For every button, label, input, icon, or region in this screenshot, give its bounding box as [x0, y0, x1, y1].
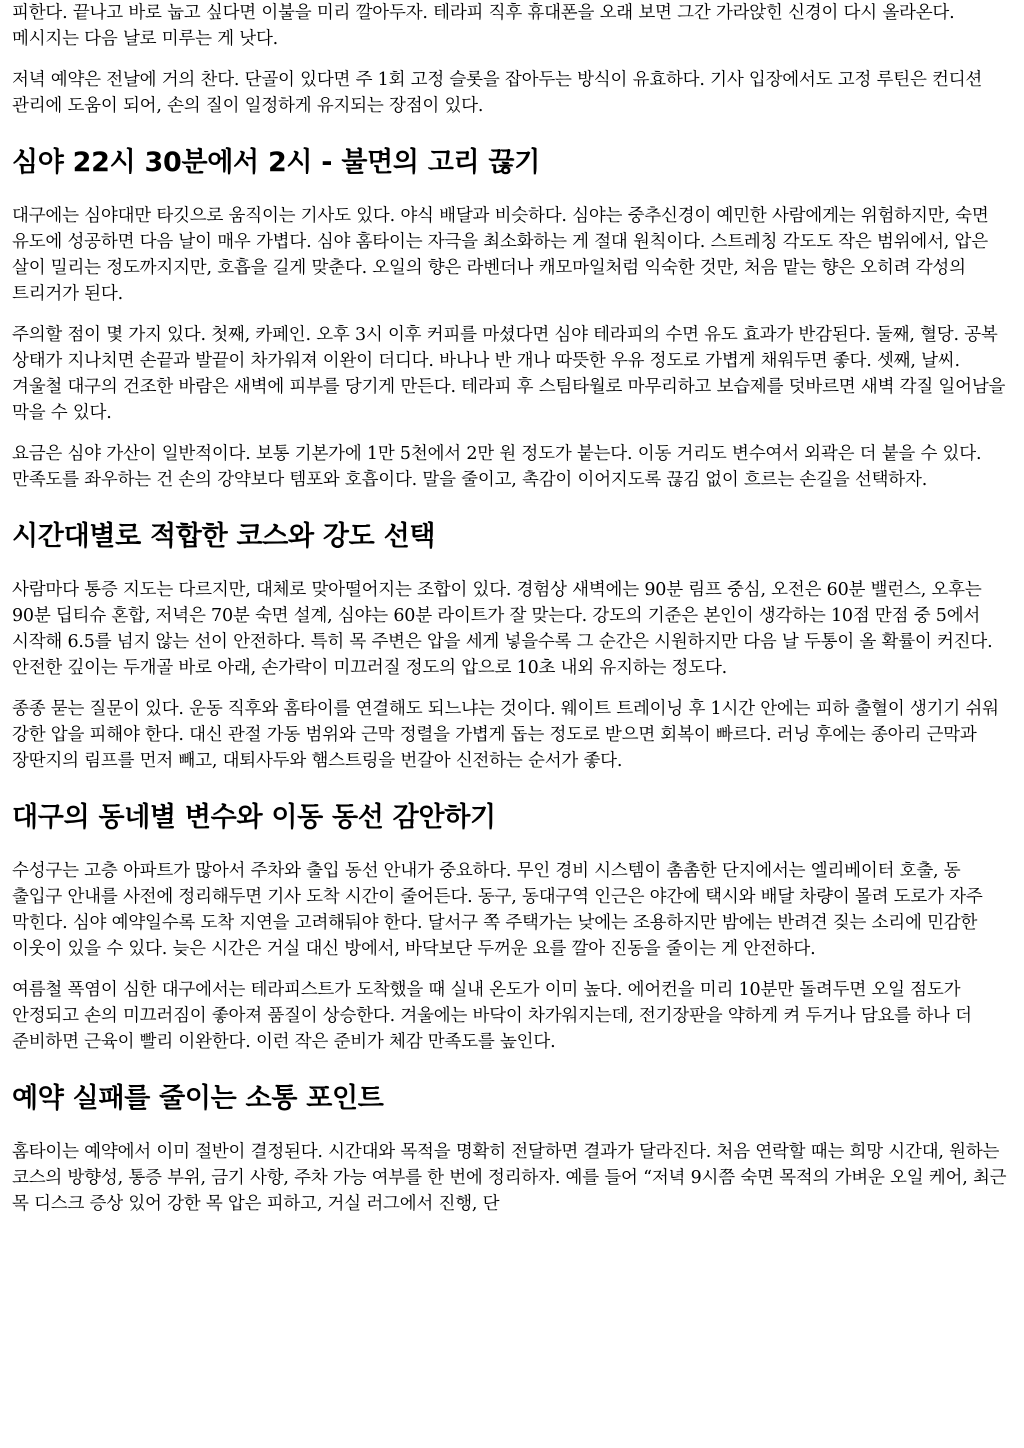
paragraph: 종종 묻는 질문이 있다. 운동 직후와 홈타이를 연결해도 되느냐는 것이다. 웨이트 트레이닝 후 1시간 안에는 피하 출혈이 생기기 쉬워 강한 압을 피해야 한다. 대신 관절 가동 범위와 근막 정렬을 가볍게 돕는 정도로 받으면 회복이 빠르다. 러닝 후에는 종아리 근막과 장딴지의 림프를 먼저 빼고, 대퇴사두와 햄스트링을 번갈아 신전하는 순서가 좋다.: [12, 699, 999, 771]
paragraph: 요금은 심야 가산이 일반적이다. 보통 기본가에 1만 5천에서 2만 원 정도가 붙는다. 이동 거리도 변수여서 외곽은 더 붙을 수 있다. 만족도를 좌우하는 건 손의 강약보다 템포와 호흡이다. 말을 줄이고, 촉감이 이어지도록 끊김 없이 흐르는 손길을 선택하자.: [12, 444, 982, 490]
section-heading: 예약 실패를 줄이는 소통 포인트: [12, 1083, 384, 1114]
paragraph: 피한다. 끝나고 바로 눕고 싶다면 이불을 미리 깔아두자. 테라피 직후 휴대폰을 오래 보면 그간 가라앉힌 신경이 다시 올라온다. 메시지는 다음 날로 미루는 게 낫다.: [12, 3, 955, 49]
section-course-intensity: [12, 519, 1010, 774]
section-heading: 심야 22시 30분에서 2시 - 불면의 고리 끊기: [12, 147, 540, 178]
paragraph: 여름철 폭염이 심한 대구에서는 테라피스트가 도착했을 때 실내 온도가 이미 높다. 에어컨을 미리 10분만 돌려두면 오일 점도가 안정되고 손의 미끄러짐이 좋아져 품질이 상승한다. 겨울에는 바닥이 차가워지는데, 전기장판을 약하게 켜 두거나 담요를 하나 더 준비하면 근육이 빨리 이완한다. 이런 작은 준비가 체감 만족도를 높인다.: [12, 980, 972, 1052]
paragraph: 사람마다 통증 지도는 다르지만, 대체로 맞아떨어지는 조합이 있다. 경험상 새벽에는 90분 림프 중심, 오전은 60분 밸런스, 오후는 90분 딥티슈 혼합, 저녁은 70분 숙면 설계, 심야는 60분 라이트가 잘 맞는다. 강도의 기준은 본인이 생각하는 10점 만점 중 5에서 시작해 6.5를 넘지 않는 선이 안전하다. 특히 목 주변은 압을 세게 넣을수록 그 순간은 시원하지만 다음 날 두통이 올 확률이 커진다. 안전한 깊이는 두개골 바로 아래, 손가락이 미끄러질 정도의 압으로 10초 내외 유지하는 정도다.: [12, 580, 993, 678]
paragraph: 주의할 점이 몇 가지 있다. 첫째, 카페인. 오후 3시 이후 커피를 마셨다면 심야 테라피의 수면 유도 효과가 반감된다. 둘째, 혈당. 공복 상태가 지나치면 손끝과 발끝이 차가워져 이완이 더디다. 바나나 반 개나 따뜻한 우유 정도로 가볍게 채워두면 좋다. 셋째, 날씨. 겨울철 대구의 건조한 바람은 새벽에 피부를 당기게 만든다. 테라피 후 스팀타월로 마무리하고 보습제를 덧바르면 새벽 각질 일어남을 막을 수 있다.: [12, 325, 1006, 423]
paragraph: 수성구는 고층 아파트가 많아서 주차와 출입 동선 안내가 중요하다. 무인 경비 시스템이 촘촘한 단지에서는 엘리베이터 호출, 동 출입구 안내를 사전에 정리해두면 기사 도착 시간이 줄어든다. 동구, 동대구역 인근은 야간에 택시와 배달 차량이 몰려 도로가 자주 막힌다. 심야 예약일수록 도착 지연을 고려해둬야 한다. 달서구 쪽 주택가는 낮에는 조용하지만 밤에는 반려견 짖는 소리에 민감한 이웃이 있을 수 있다. 늦은 시간은 거실 대신 방에서, 바닥보단 두꺼운 요를 깔아 진동을 줄이는 게 안전하다.: [12, 861, 983, 959]
article-body: [12, 0, 1010, 1232]
paragraph: 홈타이는 예약에서 이미 절반이 결정된다. 시간대와 목적을 명확히 전달하면 결과가 달라진다. 처음 연락할 때는 희망 시간대, 원하는 코스의 방향성, 통증 부위, 금기 사항, 주차 가능 여부를 한 번에 정리하자. 예를 들어 “저녁 9시쯤 숙면 목적의 가벼운 오일 케어, 최근 목 디스크 증상 있어 강한 목 압은 피하고, 거실 러그에서 진행, 단: [12, 1142, 1007, 1214]
section-intro: [12, 0, 1010, 119]
section-communication: [12, 1081, 1010, 1217]
paragraph: 대구에는 심야대만 타깃으로 움직이는 기사도 있다. 야식 배달과 비슷하다. 심야는 중추신경이 예민한 사람에게는 위험하지만, 숙면 유도에 성공하면 다음 날이 매우 가볍다. 심야 홈타이는 자극을 최소화하는 게 절대 원칙이다. 스트레칭 각도도 작은 범위에서, 압은 살이 밀리는 정도까지지만, 호흡을 길게 맞춘다. 오일의 향은 라벤더나 캐모마일처럼 익숙한 것만, 처음 맡는 향은 오히려 각성의 트리거가 된다.: [12, 206, 989, 304]
section-neighborhood: [12, 800, 1010, 1055]
section-late-night: [12, 145, 1010, 493]
section-heading: 시간대별로 적합한 코스와 강도 선택: [12, 521, 436, 552]
section-heading: 대구의 동네별 변수와 이동 동선 감안하기: [12, 802, 496, 833]
paragraph: 저녁 예약은 전날에 거의 찬다. 단골이 있다면 주 1회 고정 슬롯을 잡아두는 방식이 유효하다. 기사 입장에서도 고정 루틴은 컨디션 관리에 도움이 되어, 손의 질이 일정하게 유지되는 장점이 있다.: [12, 70, 983, 116]
